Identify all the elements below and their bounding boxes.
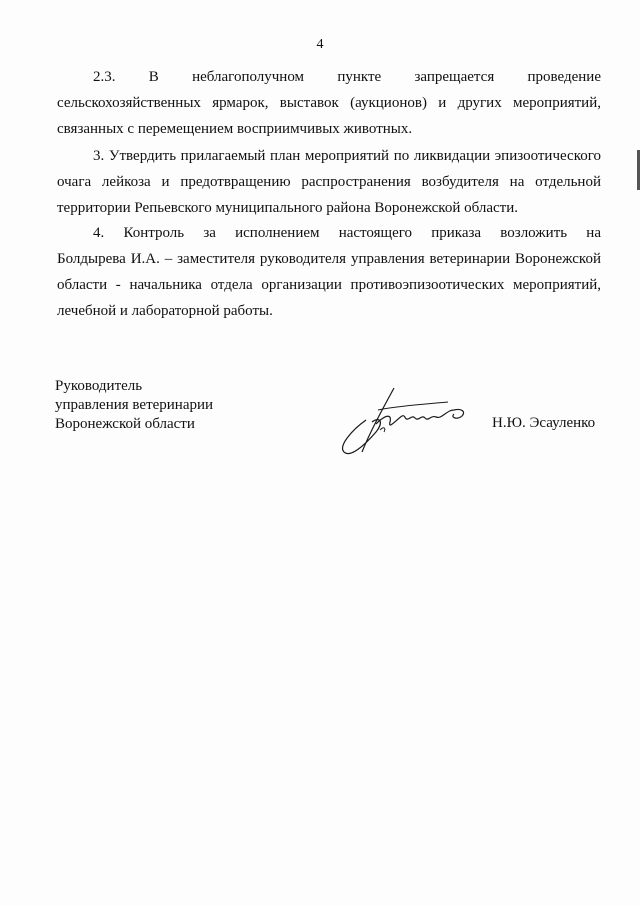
- paragraph-line: связанных с перемещением восприимчивых животных.: [57, 121, 413, 137]
- paragraph-line: 3. Утвердить прилагаемый план мероприятий по ликвидации эпизоотического: [93, 148, 601, 164]
- paragraph-4: [57, 220, 601, 324]
- paragraph-line: Болдырева И.А. – заместителя руководителя управления ветеринарии Воронежской: [57, 251, 601, 267]
- paragraph-line: 4. Контроль за исполнением настоящего приказа возложить на: [93, 225, 601, 241]
- signatory-position-line: управления ветеринарии: [55, 397, 214, 413]
- handwritten-signature: [336, 380, 476, 462]
- paragraph-3: [57, 143, 601, 221]
- paragraph-line: сельскохозяйственных ярмарок, выставок (аукционов) и других мероприятий,: [57, 95, 601, 111]
- paragraph-line: территории Репьевского муниципального района Воронежской области.: [57, 200, 518, 216]
- paragraph-2-3: [57, 64, 601, 142]
- signatory-position-line: Руководитель: [55, 378, 143, 394]
- paragraph-line: очага лейкоза и предотвращению распространения возбудителя на отдельной: [57, 174, 601, 190]
- paragraph-line: области - начальника отдела организации противоэпизоотических мероприятий,: [57, 277, 601, 293]
- signatory-position-line: Воронежской области: [55, 416, 195, 432]
- paragraph-line: лечебной и лабораторной работы.: [57, 303, 273, 319]
- page-number: 4: [316, 37, 324, 52]
- signatory-position: [55, 377, 213, 434]
- signatory-name: Н.Ю. Эсауленко: [492, 415, 596, 431]
- paragraph-line: 2.3. В неблагополучном пункте запрещается проведение: [93, 69, 601, 85]
